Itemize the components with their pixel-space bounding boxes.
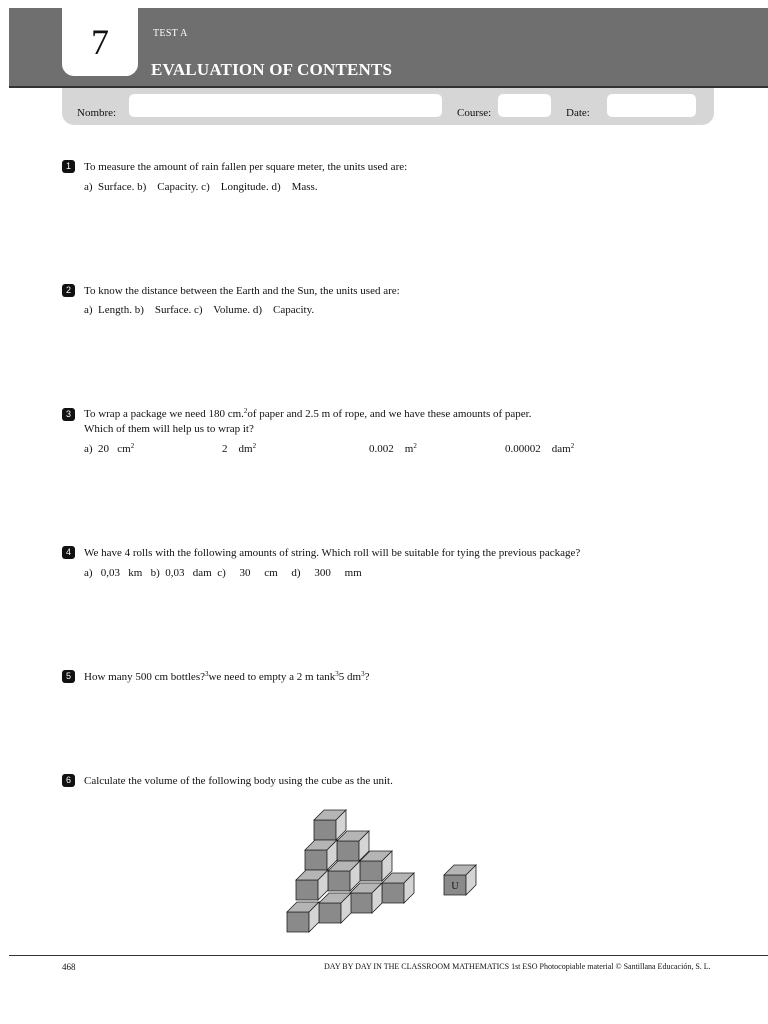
question-number: 6 — [62, 774, 75, 787]
option-value: 0.002 m — [369, 443, 414, 455]
answer-option-a — [84, 443, 134, 455]
question-number: 3 — [62, 408, 75, 421]
question-number: 4 — [62, 546, 75, 559]
cube — [382, 873, 414, 903]
answer-option-c — [369, 443, 417, 455]
option-value: 2 dm — [222, 443, 253, 455]
answer-options: a) Surface. b) Capacity. c) Longitude. d) Mass. — [84, 181, 318, 193]
question-text — [84, 671, 369, 683]
question-text-line2: Which of them will help us to wrap it? — [84, 423, 254, 435]
superscript: 2 — [243, 407, 248, 415]
name-field[interactable] — [129, 94, 442, 117]
superscript: 3 — [335, 670, 339, 678]
page-number: 468 — [62, 962, 76, 972]
question-text-part: of paper and 2.5 m of rope, and we have these amounts of paper. — [247, 408, 532, 420]
answer-options: a) Length. b) Surface. c) Volume. d) Capacity. — [84, 304, 315, 316]
superscript: 2 — [570, 442, 575, 450]
footer-credit: DAY BY DAY IN THE CLASSROOM MATHEMATICS 1st ESO Photocopiable material © Santillana Educación, S. L. — [324, 962, 711, 971]
question-text-part: we need to empty a 2 m tank — [208, 671, 336, 683]
cube — [287, 902, 319, 932]
question-text-part: 5 dm — [338, 671, 362, 683]
date-field[interactable] — [607, 94, 696, 117]
option-value: 0.00002 dam — [505, 443, 571, 455]
question-text-part: To wrap a package we need 180 cm. — [84, 408, 244, 420]
cube — [305, 840, 337, 870]
superscript: 2 — [252, 442, 257, 450]
cube — [350, 883, 382, 913]
question-text-part: How many 500 cm bottles? — [84, 671, 205, 683]
question-number: 5 — [62, 670, 75, 683]
option-value: a) 20 cm — [84, 443, 131, 455]
name-label: Nombre: — [77, 107, 117, 119]
question-text: We have 4 rolls with the following amounts of string. Which roll will be suitable for tying the previous package? — [84, 547, 581, 559]
answer-option-d — [505, 443, 574, 455]
question-text: To measure the amount of rain fallen per square meter, the units used are: — [84, 161, 408, 173]
date-label: Date: — [566, 107, 590, 119]
question-text-part: ? — [364, 671, 370, 683]
cube — [314, 810, 346, 840]
superscript: 3 — [204, 670, 209, 678]
cube — [296, 870, 328, 900]
unit-number: 7 — [62, 8, 138, 76]
course-field[interactable] — [498, 94, 551, 117]
course-label: Course: — [457, 107, 492, 119]
cube — [328, 861, 360, 891]
unit-cube — [444, 865, 476, 895]
question-text — [84, 408, 531, 420]
question-number: 2 — [62, 284, 75, 297]
footer-rule — [9, 955, 768, 956]
superscript: 2 — [130, 442, 135, 450]
answer-option-b — [222, 443, 256, 455]
test-label: TEST A — [153, 28, 188, 39]
question-text: Calculate the volume of the following body using the cube as the unit. — [84, 775, 393, 787]
unit-cube-label: U — [451, 881, 459, 892]
stacked-cubes-figure — [280, 805, 490, 935]
answer-options: a) 0,03 km b) 0,03 dam c) 30 cm d) 300 mm — [84, 567, 362, 579]
page-title: EVALUATION OF CONTENTS — [151, 60, 393, 79]
superscript: 3 — [361, 670, 365, 678]
question-number: 1 — [62, 160, 75, 173]
superscript: 2 — [413, 442, 417, 450]
question-text: To know the distance between the Earth and the Sun, the units used are: — [84, 285, 400, 297]
cube — [319, 893, 351, 923]
